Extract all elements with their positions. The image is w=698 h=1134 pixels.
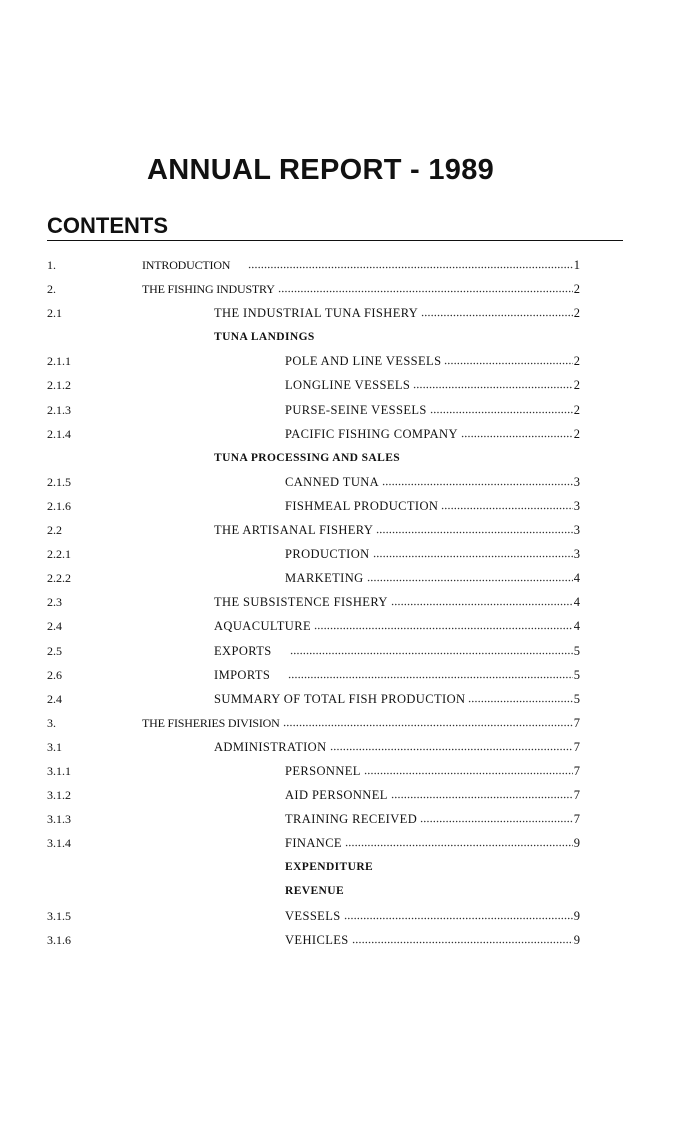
dot-leader — [391, 787, 573, 799]
dot-leader — [314, 618, 573, 630]
toc-entry-line — [285, 494, 580, 518]
toc-entry-line — [214, 639, 580, 663]
dot-leader — [344, 908, 573, 920]
dot-leader — [283, 715, 573, 727]
contents-divider — [47, 240, 623, 241]
toc-entry-number: 3.1.5 — [47, 908, 71, 923]
toc-entry-number: 2.2.2 — [47, 571, 71, 586]
table-of-contents — [0, 253, 698, 952]
toc-page-number: 7 — [573, 715, 580, 730]
toc-entry — [0, 422, 698, 446]
toc-entry-number: 3.1.2 — [47, 788, 71, 803]
toc-entry-number: 2.6 — [47, 667, 62, 682]
toc-page-number: 3 — [573, 498, 580, 513]
toc-entry-number: 2.1.5 — [47, 474, 71, 489]
toc-entry-line — [214, 663, 580, 687]
toc-page-number: 9 — [573, 836, 580, 851]
toc-page-number: 5 — [573, 667, 580, 682]
toc-entry — [0, 711, 698, 735]
report-title: ANNUAL REPORT - 1989 — [147, 154, 495, 186]
toc-entry-title: FISHMEAL PRODUCTION — [285, 498, 439, 513]
toc-entry-number: 3.1 — [47, 739, 62, 754]
toc-subheading-title: TUNA PROCESSING AND SALES — [214, 451, 401, 464]
toc-entry-number: 2.4 — [47, 691, 62, 706]
toc-entry-title: PERSONNEL — [285, 763, 361, 778]
toc-entry-number: 3.1.6 — [47, 932, 71, 947]
toc-entry-title: PRODUCTION — [285, 547, 370, 562]
dot-leader — [430, 402, 573, 414]
toc-entry-title: SUMMARY OF TOTAL FISH PRODUCTION — [214, 691, 466, 706]
toc-entry-line — [142, 711, 580, 735]
toc-page-number: 3 — [573, 547, 580, 562]
toc-entry-title: TRAINING RECEIVED — [285, 812, 418, 827]
toc-entry-number: 2.1.1 — [47, 354, 71, 369]
toc-page-number: 4 — [573, 619, 580, 634]
toc-page-number: 7 — [573, 788, 580, 803]
dot-leader — [421, 305, 573, 317]
toc-entry — [0, 590, 698, 614]
toc-entry-title: EXPORTS — [214, 643, 272, 658]
toc-entry-title: THE INDUSTRIAL TUNA FISHERY — [214, 306, 419, 321]
toc-entry-line — [285, 807, 580, 831]
toc-entry-line — [214, 687, 580, 711]
toc-entry-title: IMPORTS — [214, 667, 271, 682]
dot-leader — [468, 691, 572, 703]
dot-leader — [413, 377, 572, 389]
toc-entry-number: 3.1.3 — [47, 812, 71, 827]
toc-entry-line — [214, 735, 580, 759]
toc-entry-title: MARKETING — [285, 571, 364, 586]
toc-entry-number: 2.2.1 — [47, 547, 71, 562]
toc-entry — [0, 277, 698, 301]
toc-page-number: 9 — [573, 932, 580, 947]
toc-entry-number: 2.1.3 — [47, 402, 71, 417]
toc-entry — [0, 904, 698, 928]
toc-entry-title: AQUACULTURE — [214, 619, 311, 634]
toc-page-number: 7 — [573, 763, 580, 778]
toc-entry-number: 2.5 — [47, 643, 62, 658]
contents-heading: CONTENTS — [47, 213, 168, 238]
toc-subheading — [0, 879, 698, 903]
toc-entry-line — [214, 325, 580, 349]
toc-entry — [0, 687, 698, 711]
toc-entry-number: 2. — [47, 282, 56, 297]
toc-entry — [0, 831, 698, 855]
toc-entry — [0, 542, 698, 566]
dot-leader — [290, 643, 573, 655]
dot-leader — [288, 667, 573, 679]
dot-leader — [364, 763, 573, 775]
toc-entry-line — [285, 759, 580, 783]
toc-page-number: 2 — [573, 306, 580, 321]
toc-entry-line — [142, 253, 580, 277]
toc-entry-number: 2.3 — [47, 595, 62, 610]
dot-leader — [382, 474, 573, 486]
toc-entry-line — [285, 470, 580, 494]
toc-entry-number: 2.1.6 — [47, 498, 71, 513]
toc-entry-title: POLE AND LINE VESSELS — [285, 354, 442, 369]
toc-page-number: 3 — [573, 523, 580, 538]
toc-entry-title: PURSE-SEINE VESSELS — [285, 402, 427, 417]
toc-subheading — [0, 855, 698, 879]
toc-entry-number: 2.1 — [47, 306, 62, 321]
toc-page-number: 1 — [573, 258, 580, 272]
dot-leader — [330, 739, 573, 751]
toc-entry — [0, 494, 698, 518]
toc-entry-number: 2.1.4 — [47, 426, 71, 441]
toc-subheading — [0, 446, 698, 470]
dot-leader — [345, 835, 573, 847]
toc-entry-number: 2.4 — [47, 619, 62, 634]
toc-entry-number: 3. — [47, 715, 56, 730]
toc-page-number: 7 — [573, 739, 580, 754]
dot-leader — [373, 546, 573, 558]
dot-leader — [461, 426, 573, 438]
toc-entry — [0, 783, 698, 807]
toc-page-number: 7 — [573, 812, 580, 827]
dot-leader — [278, 281, 573, 293]
dot-leader — [352, 932, 573, 944]
toc-entry — [0, 470, 698, 494]
toc-entry-title: VESSELS — [285, 908, 341, 923]
toc-entry-line — [285, 373, 580, 397]
toc-subheading-title: EXPENDITURE — [285, 861, 374, 874]
toc-entry-title: THE FISHERIES DIVISION — [142, 715, 280, 730]
toc-entry — [0, 759, 698, 783]
toc-entry-line — [285, 398, 580, 422]
toc-entry-number: 2.2 — [47, 523, 62, 538]
toc-entry-line — [214, 518, 580, 542]
toc-entry — [0, 807, 698, 831]
dot-leader — [367, 570, 573, 582]
toc-entry-title: INTRODUCTION — [142, 258, 231, 272]
dot-leader — [248, 257, 572, 269]
toc-entry-number: 3.1.1 — [47, 763, 71, 778]
toc-page-number: 4 — [573, 595, 580, 610]
toc-page-number: 3 — [573, 474, 580, 489]
toc-entry-line — [285, 542, 580, 566]
toc-entry-title: THE ARTISANAL FISHERY — [214, 523, 374, 538]
toc-subheading-title: REVENUE — [285, 885, 345, 898]
toc-subheading-title: TUNA LANDINGS — [214, 331, 315, 344]
toc-entry — [0, 301, 698, 325]
toc-page-number: 2 — [573, 354, 580, 369]
toc-entry-line — [285, 928, 580, 952]
toc-entry-line — [285, 904, 580, 928]
toc-entry-line — [285, 855, 580, 879]
toc-entry — [0, 518, 698, 542]
toc-page-number: 2 — [573, 378, 580, 393]
toc-entry-title: THE SUBSISTENCE FISHERY — [214, 595, 388, 610]
toc-page-number: 5 — [573, 691, 580, 706]
toc-page-number: 5 — [573, 643, 580, 658]
toc-page-number: 2 — [573, 282, 580, 297]
toc-entry-title: CANNED TUNA — [285, 474, 380, 489]
toc-entry-line — [285, 879, 580, 903]
dot-leader — [444, 353, 572, 365]
toc-entry-line — [142, 277, 580, 301]
toc-entry-line — [285, 422, 580, 446]
toc-entry-line — [214, 614, 580, 638]
toc-entry-title: THE FISHING INDUSTRY — [142, 282, 275, 297]
toc-entry-number: 1. — [47, 258, 56, 272]
toc-entry — [0, 398, 698, 422]
toc-entry-title: LONGLINE VESSELS — [285, 378, 411, 393]
dot-leader — [420, 811, 573, 823]
toc-page-number: 9 — [573, 908, 580, 923]
toc-entry-number: 2.1.2 — [47, 378, 71, 393]
toc-entry-line — [214, 301, 580, 325]
toc-entry — [0, 349, 698, 373]
toc-entry — [0, 253, 698, 277]
toc-entry-title: FINANCE — [285, 836, 342, 851]
toc-page-number: 2 — [573, 402, 580, 417]
toc-entry — [0, 735, 698, 759]
toc-entry — [0, 928, 698, 952]
toc-page-number: 2 — [573, 426, 580, 441]
dot-leader — [376, 522, 572, 534]
dot-leader — [441, 498, 572, 510]
toc-entry-line — [214, 446, 580, 470]
toc-entry — [0, 614, 698, 638]
toc-entry-title: ADMINISTRATION — [214, 739, 327, 754]
toc-entry-line — [285, 783, 580, 807]
toc-entry-line — [285, 831, 580, 855]
toc-entry — [0, 566, 698, 590]
dot-leader — [391, 594, 573, 606]
toc-entry-number: 3.1.4 — [47, 836, 71, 851]
toc-subheading — [0, 325, 698, 349]
toc-entry-line — [285, 349, 580, 373]
toc-entry-title: AID PERSONNEL — [285, 788, 388, 803]
toc-entry-title: PACIFIC FISHING COMPANY — [285, 426, 458, 441]
toc-entry — [0, 639, 698, 663]
toc-page-number: 4 — [573, 571, 580, 586]
toc-entry — [0, 663, 698, 687]
toc-entry-line — [285, 566, 580, 590]
toc-entry-line — [214, 590, 580, 614]
toc-entry-title: VEHICLES — [285, 932, 349, 947]
toc-entry — [0, 373, 698, 397]
